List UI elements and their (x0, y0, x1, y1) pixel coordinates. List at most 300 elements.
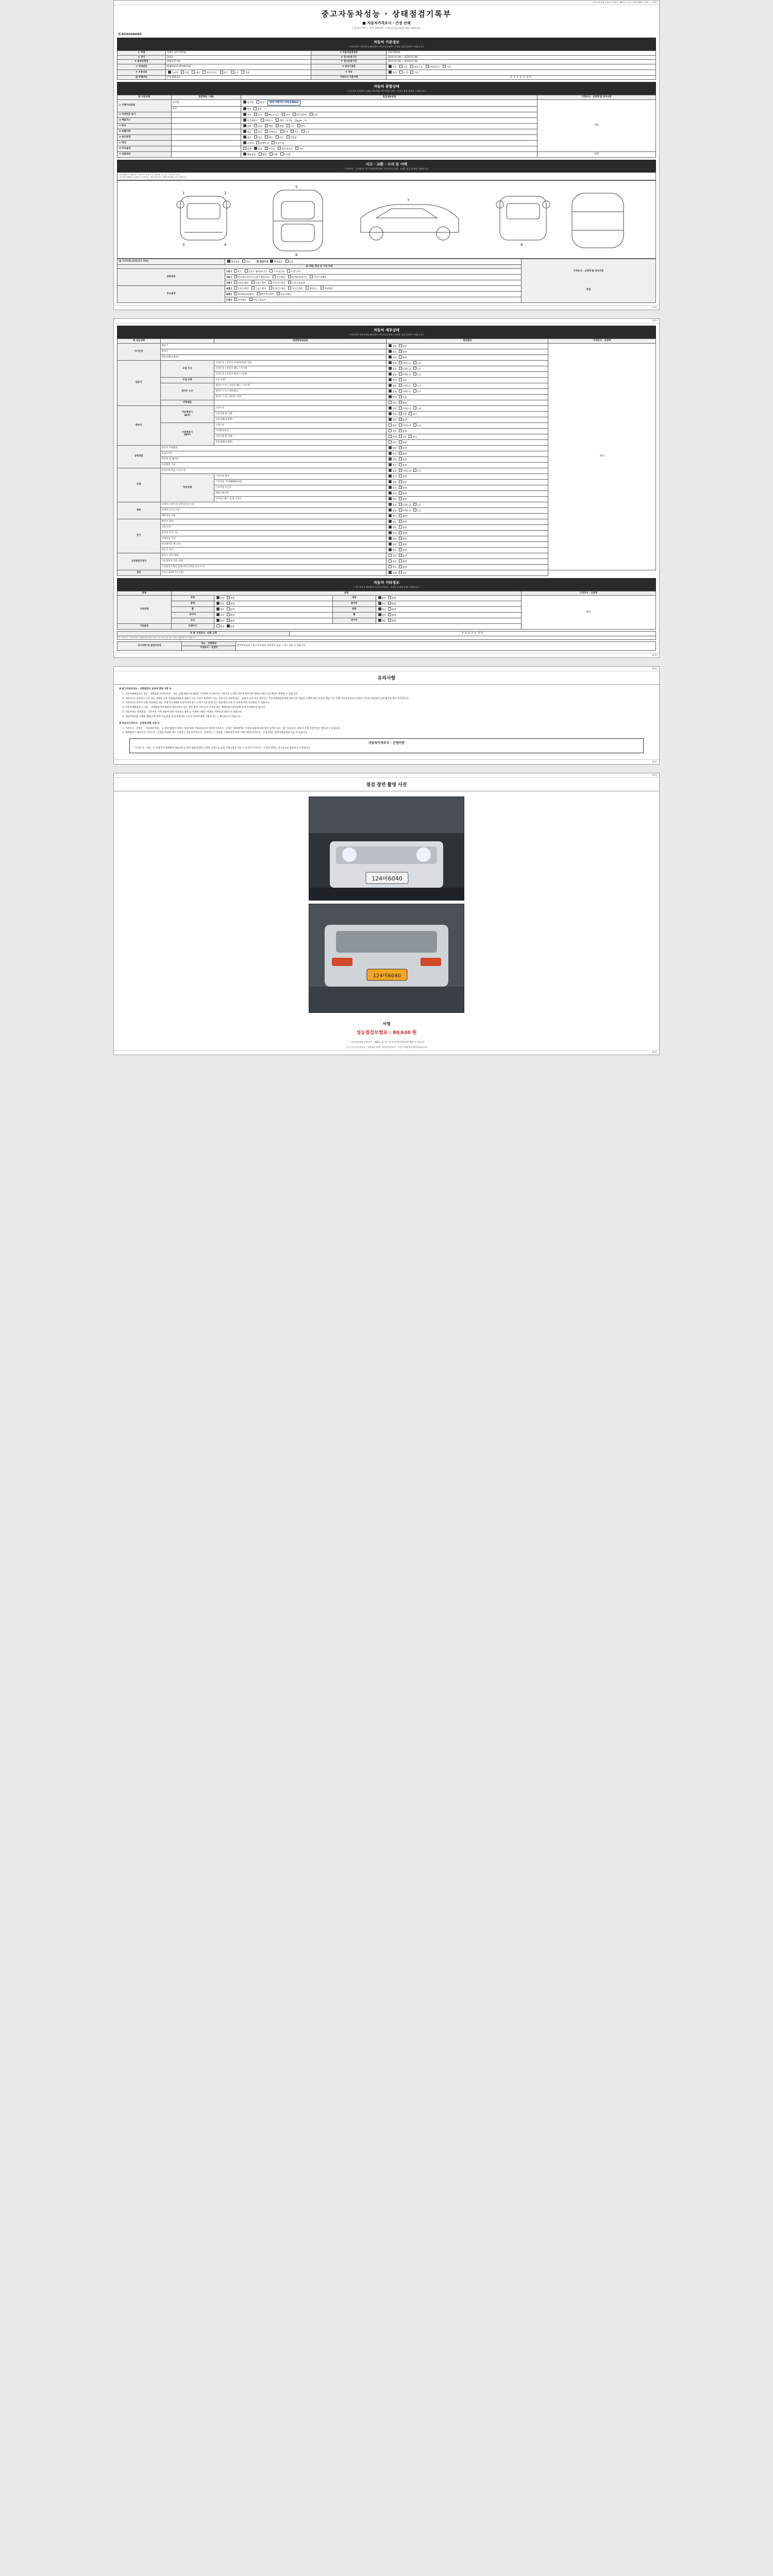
result-checks[interactable] (386, 394, 548, 400)
chk-none[interactable]: 없음 (242, 135, 251, 140)
cell-checks[interactable] (241, 99, 537, 106)
chk-inside-panel[interactable]: 인사이드패널 (267, 281, 285, 285)
chk-legal[interactable]: 적법 (264, 124, 273, 128)
chk-minor[interactable]: 미세누유 (398, 372, 411, 377)
chk-bad[interactable]: 불량 (387, 607, 396, 612)
item-mirror: 룸미러 (332, 601, 376, 607)
chk-leak[interactable]: 누유 (412, 372, 421, 377)
chk-good[interactable]: 양호 (388, 446, 396, 450)
chk-navigation[interactable]: 내비게이션 (277, 147, 292, 151)
result-checks[interactable] (376, 613, 521, 618)
chk-trunk-lid[interactable]: 트렁크리드 (286, 269, 301, 274)
chk-front-panel[interactable]: 프론트패널 (233, 281, 248, 285)
chk-bad[interactable]: 불량 (398, 537, 407, 541)
result-checks[interactable] (386, 502, 548, 507)
result-checks[interactable] (376, 607, 521, 613)
chk-minor[interactable]: 미세누유 (398, 367, 411, 371)
table-header-row (117, 339, 656, 344)
option-auto[interactable]: 자동 (388, 65, 396, 69)
chk-na[interactable]: 해당없음 (242, 152, 256, 157)
chk-none[interactable]: 해당없음 (226, 260, 240, 264)
chk-good[interactable]: 양호 (377, 602, 386, 606)
rank-row[interactable] (225, 286, 522, 292)
chk-full-repaint[interactable]: 전체도색 (255, 141, 268, 145)
chk-proper[interactable]: 적정 (388, 435, 396, 439)
chk-none[interactable]: 없음 (388, 372, 396, 377)
cell-checks[interactable] (241, 117, 537, 123)
chk-dash-panel[interactable]: 대쉬패널 (320, 286, 333, 291)
chk-minor[interactable]: 미세누수 (398, 384, 411, 388)
chk-front-panel[interactable]: 프론트패널 (233, 286, 248, 291)
chk-bad[interactable]: 불량 (398, 446, 407, 450)
result-checks[interactable] (386, 479, 548, 485)
chk-device[interactable]: 장치 (296, 124, 305, 128)
notice-body (114, 685, 659, 759)
chk-yes[interactable]: 있음 (226, 624, 234, 629)
result-checks[interactable] (386, 354, 548, 360)
chk-ok[interactable]: 양호 (242, 113, 251, 117)
group-interior-exterior: 사내상태 (117, 596, 172, 624)
chk-none[interactable]: 없음 (388, 571, 396, 575)
chk-bad[interactable]: 불량 (398, 344, 407, 348)
chk-erased[interactable]: 도말 (309, 113, 317, 117)
chk-good[interactable]: 양호 (388, 548, 396, 552)
rank-row[interactable] (225, 275, 522, 280)
chk-good[interactable]: 양호 (388, 474, 396, 479)
chk-yes[interactable]: 있음 (253, 147, 262, 151)
result-checks[interactable] (386, 513, 548, 519)
chk-bad[interactable]: 불량 (398, 355, 407, 360)
chk-lease[interactable]: 리스 (275, 135, 283, 140)
chk-minor[interactable]: 미세누유 (398, 406, 411, 411)
result-checks[interactable] (386, 473, 548, 479)
accident-checks[interactable] (225, 259, 522, 264)
chk-low[interactable]: 부족 (398, 395, 407, 399)
svg-text:1: 1 (182, 191, 185, 195)
option-etc[interactable]: 기타 (409, 71, 418, 75)
chk-structure[interactable]: 구조 (285, 124, 294, 128)
chk-sunroof[interactable]: 선루프 (264, 147, 275, 151)
chk-rear-panel[interactable]: 리어패널 (233, 298, 246, 302)
chk-bad[interactable]: 불량 (398, 560, 407, 564)
result-checks[interactable] (386, 456, 548, 462)
chk-none[interactable]: 없음 (388, 406, 396, 411)
row-head-vin: ② 차대번호 표기 (117, 112, 172, 117)
chk-good[interactable]: 양호 (388, 429, 396, 433)
chk-none[interactable]: 무채색 (242, 141, 254, 145)
chk-hood[interactable]: 후드 (233, 269, 242, 274)
rank-row[interactable] (225, 269, 522, 275)
chk-illegal[interactable]: 불법 (275, 124, 283, 128)
result-checks[interactable] (386, 547, 548, 553)
result-checks[interactable] (386, 371, 548, 377)
chk-good[interactable]: 양호 (215, 619, 224, 623)
chk-bad[interactable]: 불량 (398, 520, 407, 524)
chk-leak[interactable]: 누유 (412, 367, 421, 371)
result-checks[interactable] (386, 507, 548, 513)
color-options[interactable] (386, 70, 656, 75)
result-checks[interactable] (386, 428, 548, 434)
cell-checks[interactable] (241, 134, 537, 140)
cell-checks[interactable] (241, 112, 537, 117)
chk-changed[interactable]: 변경 (255, 100, 264, 105)
chk-good[interactable]: 양호 (215, 596, 224, 600)
chk-good[interactable]: 양호 (388, 344, 396, 348)
chk-none[interactable]: 없음 (388, 423, 396, 428)
col-performance: ⑰ 성능상태 (117, 339, 161, 344)
chk-yes[interactable]: 있음 (253, 124, 262, 128)
chk-applicable[interactable]: 해당 (258, 152, 266, 157)
option-gasoline[interactable]: 가솔린 (167, 71, 178, 75)
option-lpg[interactable]: LPG (191, 71, 200, 75)
chk-good[interactable]: 양호 (388, 554, 396, 558)
chk-good[interactable]: 양호 (388, 440, 396, 445)
chk-bad[interactable]: 불량 (398, 440, 407, 445)
chk-bad[interactable]: 불량 (226, 619, 234, 623)
chk-minor[interactable]: 미세누수 (398, 389, 411, 394)
result-checks[interactable] (386, 485, 548, 490)
chk-proper[interactable]: 적정 (388, 378, 396, 382)
item-label: 실내송풍 모터 (160, 536, 386, 541)
result-checks[interactable] (214, 618, 333, 624)
chk-bad[interactable]: 불량 (387, 602, 396, 606)
chk-bad[interactable]: 불량 (398, 543, 407, 547)
chk-leak[interactable]: 누수 (412, 389, 421, 394)
chk-minor[interactable]: 미세누유 (398, 503, 411, 507)
chk-bad[interactable]: 불량 (398, 486, 407, 490)
chk-fire[interactable]: 화재 (279, 130, 288, 134)
chk-bad[interactable]: 불량 (398, 497, 407, 501)
chk-good[interactable]: 양호 (377, 613, 386, 617)
chk-bad[interactable]: 불량 (398, 429, 407, 433)
chk-yes[interactable]: 있음 (253, 135, 262, 140)
result-checks[interactable] (386, 524, 548, 530)
chk-good[interactable]: 양호 (377, 596, 386, 600)
chk-total-loss[interactable]: 전손 (290, 130, 298, 134)
option-hybrid[interactable]: 하이브리드 (201, 71, 217, 75)
chk-good[interactable]: 양호 (242, 107, 251, 111)
chk-good[interactable]: 양호 (215, 602, 224, 606)
chk-bad[interactable]: 불량 (387, 619, 396, 623)
chk-front-fender[interactable]: 프론트 휀더(좌,우) (244, 269, 267, 274)
result-checks[interactable] (386, 519, 548, 524)
chk-bad[interactable]: 불량 (226, 596, 234, 600)
chk-good[interactable]: 양호 (388, 560, 396, 564)
option-hydrogen[interactable]: 수소 (230, 71, 239, 75)
chk-leak[interactable]: 누유 (412, 423, 421, 428)
chk-none[interactable]: 없음 (388, 469, 396, 473)
chk-wheel-house[interactable]: 휠하우스 (305, 286, 318, 291)
rank-row[interactable] (225, 292, 522, 297)
result-checks[interactable] (376, 596, 521, 601)
result-checks[interactable] (214, 613, 333, 618)
option-multi[interactable]: 유색 (398, 71, 407, 75)
chk-none[interactable]: 없음 (388, 509, 396, 513)
option-solid[interactable]: 원색 (388, 71, 396, 75)
option-other[interactable]: 기타 (442, 65, 450, 69)
result-checks[interactable] (386, 462, 548, 468)
result-checks[interactable] (386, 411, 548, 417)
chk-etc[interactable]: 기타 (294, 147, 303, 151)
chk-hc[interactable]: 탄화수소 (260, 118, 273, 123)
basic-info-band-label: 자동차 기본정보 (374, 40, 399, 44)
chk-side-member[interactable]: 사이드멤버 (287, 286, 303, 291)
chk-exist[interactable]: 있음 (241, 260, 250, 264)
chk-bad[interactable]: 불량 (398, 554, 407, 558)
chk-side-sill[interactable]: 사이드실패널 (309, 275, 326, 279)
chk-leak[interactable]: 누유 (412, 361, 421, 365)
chk-good[interactable]: 양호 (388, 492, 396, 496)
chk-partial-repaint[interactable]: 부분도색 (271, 141, 284, 145)
chk-good[interactable]: 양호 (388, 350, 396, 354)
inspection-photo-front[interactable] (309, 796, 464, 901)
chk-altered[interactable]: 변조(변경) (292, 113, 307, 117)
chk-good[interactable]: 양호 (388, 543, 396, 547)
cell-checks[interactable] (241, 140, 537, 146)
chk-rent[interactable]: 렌트 (264, 135, 273, 140)
chk-theft[interactable]: 도난 (300, 130, 309, 134)
chk-bad[interactable]: 불량 (398, 457, 407, 462)
cell-checks[interactable] (241, 151, 537, 157)
sheet-3-head: (4쪽) (114, 667, 659, 671)
result-checks[interactable] (386, 366, 548, 371)
result-checks[interactable] (386, 530, 548, 536)
mileage-value (166, 75, 311, 80)
chk-none[interactable]: 없음 (388, 361, 396, 365)
cell-checks[interactable] (241, 123, 537, 129)
chk-pillar-panel[interactable]: 필러패널(A,B,C) (233, 292, 254, 296)
chk-bad[interactable]: 불량 (398, 480, 407, 484)
rank-row[interactable] (225, 297, 522, 303)
option-manual[interactable]: 수동 (398, 65, 407, 69)
result-checks[interactable] (386, 468, 548, 473)
chk-bad[interactable]: 불량 (398, 418, 407, 422)
result-checks[interactable] (386, 383, 548, 388)
result-checks[interactable] (386, 496, 548, 502)
cell-checks[interactable] (241, 146, 537, 151)
chk-leak[interactable]: 누수 (412, 384, 421, 388)
inspection-photo-rear[interactable] (309, 904, 464, 1013)
chk-diff[interactable]: 상이 (281, 113, 290, 117)
result-checks[interactable] (214, 596, 333, 601)
chk-floor-panel[interactable]: 플로어패널 (276, 292, 291, 296)
result-checks[interactable] (386, 360, 548, 366)
result-checks[interactable] (386, 400, 548, 405)
chk-bad[interactable]: 불량 (398, 526, 407, 530)
table-row (117, 75, 656, 80)
chk-proper[interactable]: 적정 (388, 412, 396, 416)
result-checks[interactable] (214, 607, 333, 613)
subgroup-manual-trans: 수동변속기 (M/T) (160, 422, 214, 445)
chk-none[interactable]: 없음 (388, 389, 396, 394)
chk-package-tray[interactable]: 패키지트레이 (256, 292, 274, 296)
result-checks[interactable] (386, 349, 548, 354)
chk-minor[interactable]: 미세누유 (398, 469, 411, 473)
chk-good[interactable]: 양호 (388, 565, 396, 569)
chk-inside-panel[interactable]: 인사이드패널 (268, 286, 285, 291)
result-checks[interactable] (386, 343, 548, 349)
chk-good[interactable]: 양호 (388, 401, 396, 405)
result-checks[interactable] (386, 405, 548, 411)
result-checks[interactable] (214, 601, 333, 607)
chk-good[interactable]: 양호 (215, 607, 224, 612)
chk-exist2[interactable]: 있음 (284, 260, 293, 264)
chk-corrosion[interactable]: 부식 (253, 113, 262, 117)
result-checks[interactable] (386, 388, 548, 394)
transmission-options[interactable] (386, 64, 656, 70)
result-checks[interactable] (386, 536, 548, 541)
cell-subitem: 실주행 (171, 99, 241, 106)
result-checks[interactable] (386, 490, 548, 496)
chk-good[interactable]: 양호 (388, 497, 396, 501)
chk-none2[interactable]: 해당없음 (269, 260, 282, 264)
chk-damage[interactable]: 훼손(오손) (264, 113, 279, 117)
chk-bad[interactable]: 불량 (387, 596, 396, 600)
result-checks[interactable] (386, 417, 548, 422)
option-etc[interactable]: 기타 (240, 71, 249, 75)
chk-trunk-floor[interactable]: 트렁크플로어 (287, 281, 305, 285)
chk-low[interactable]: 부족 (398, 378, 407, 382)
fuel-options[interactable] (166, 70, 311, 75)
chk-smoke[interactable]: 매연 (275, 118, 283, 123)
chk-proper[interactable]: 적정 (388, 395, 396, 399)
chk-good[interactable]: 양호 (377, 607, 386, 612)
chk-trunk-floor[interactable]: 트렁크플로어 (248, 298, 266, 302)
chk-low[interactable]: 부족 (398, 412, 407, 416)
option-diesel[interactable]: 디젤 (180, 71, 189, 75)
result-checks[interactable] (376, 618, 521, 624)
chk-yes[interactable]: 있음 (253, 130, 262, 134)
chk-bad[interactable]: 불량 (398, 548, 407, 552)
list-item: 5. 자동차성능 상태점검 · 기록부의 기재 내용에 대한 이의제기 절차 등 자세한 사항은 아래의 기관에 문의하시기 바랍니다. (125, 711, 654, 715)
result-checks[interactable] (386, 377, 548, 383)
chk-good[interactable]: 양호 (377, 619, 386, 623)
chk-good[interactable]: 양호 (388, 457, 396, 462)
chk-minor[interactable]: 미세누유 (398, 361, 411, 365)
result-checks[interactable] (386, 422, 548, 428)
chk-bad[interactable]: 불량 (226, 613, 234, 617)
chk-minor[interactable]: 미세누유 (398, 509, 411, 513)
chk-good[interactable]: 양호 (388, 463, 396, 467)
photo-front-svg (309, 797, 464, 900)
chk-bad[interactable]: 불량 (398, 474, 407, 479)
chk-bad[interactable]: 불량 (226, 607, 234, 612)
chk-quarter-panel[interactable]: 쿼터패널(좌,우) (287, 275, 307, 279)
option-cvt[interactable]: 무단변속기 (425, 65, 440, 69)
chk-none[interactable]: 없음 (215, 624, 224, 629)
chk-good[interactable]: 양호 (388, 526, 396, 530)
chk-good[interactable]: 양호 (388, 480, 396, 484)
rank-row[interactable] (225, 280, 522, 286)
item-label: 브레이크 마스터 실린더오일 누유 (160, 502, 386, 507)
chk-door[interactable]: 도어(앞,뒤) (268, 269, 284, 274)
chk-good[interactable]: 양호 (388, 531, 396, 535)
chk-none[interactable]: 없음 (388, 503, 396, 507)
result-checks[interactable] (386, 541, 548, 547)
chk-radiator-support[interactable]: 라디에이터서포트(볼트체결부품) (233, 275, 270, 279)
chk-minor[interactable]: 미세누유 (398, 423, 411, 428)
chk-actual[interactable]: 실주행 (242, 100, 254, 105)
chk-good[interactable]: 양호 (388, 452, 396, 456)
result-checks[interactable] (386, 434, 548, 439)
chk-bad[interactable]: 불량 (398, 492, 407, 496)
chk-good[interactable]: 양호 (215, 613, 224, 617)
result-checks[interactable] (386, 553, 548, 558)
cell-checks[interactable] (241, 106, 537, 112)
table-row (117, 70, 656, 75)
chk-good[interactable]: 양호 (388, 520, 396, 524)
chk-good[interactable]: 양호 (388, 418, 396, 422)
chk-leak[interactable]: 누유 (412, 509, 421, 513)
car-damage-diagram[interactable] (117, 180, 656, 259)
option-ev[interactable]: 전기 (219, 71, 228, 75)
chk-co[interactable]: 일산화탄소 (242, 118, 258, 123)
chk-none[interactable]: 없음 (242, 147, 251, 151)
chk-bad[interactable]: 불량 (398, 514, 407, 518)
result-checks[interactable] (386, 564, 548, 570)
chk-cross-member[interactable]: 크로스멤버 (250, 281, 266, 285)
item-label: 타이로드엔드 및 볼 조인트 (214, 496, 386, 502)
chk-excess[interactable]: 과다 (408, 435, 416, 439)
chk-bad[interactable]: 불량 (398, 463, 407, 467)
chk-excess[interactable]: 과다 (408, 412, 416, 416)
result-checks[interactable] (386, 570, 548, 575)
chk-leak[interactable]: 누유 (412, 406, 421, 411)
result-checks[interactable] (386, 439, 548, 445)
total-table (117, 631, 656, 640)
chk-bad[interactable]: 불량 (387, 613, 396, 617)
page-subtitle: ■ 자동차가격조사 · 산정 선택 (362, 21, 411, 25)
chk-low[interactable]: 부족 (398, 435, 407, 439)
sheet-2 (113, 318, 660, 658)
chk-good[interactable]: 양호 (388, 486, 396, 490)
chk-bad[interactable]: 불량 (253, 107, 261, 111)
result-checks[interactable] (386, 451, 548, 456)
cell-label: ⑪ 주행거리 (117, 75, 166, 80)
chk-bad[interactable]: 불량 (226, 602, 234, 606)
option-semiauto[interactable]: 세미오토 (409, 65, 423, 69)
result-checks[interactable] (214, 624, 522, 630)
chk-bad[interactable]: 불량 (398, 531, 407, 535)
row-head-appraiser: 가격조사 · 산정자 (182, 646, 236, 651)
result-checks[interactable] (386, 445, 548, 451)
chk-bad[interactable]: 불량 (398, 401, 407, 405)
chk-none[interactable]: 없음 (388, 367, 396, 371)
chk-flood[interactable]: 수해침수 (264, 130, 277, 134)
chk-leak[interactable]: 누유 (412, 469, 421, 473)
chk-roof-panel[interactable]: 루프패널 (272, 275, 285, 279)
result-checks[interactable] (386, 558, 548, 564)
chk-none[interactable]: 없음 (242, 130, 251, 134)
result-checks[interactable] (376, 601, 521, 607)
chk-notdone[interactable]: 미이행 (279, 152, 291, 157)
chk-cross-member[interactable]: 크로스멤버 (250, 286, 266, 291)
chk-bad[interactable]: 불량 (398, 452, 407, 456)
chk-commercial[interactable]: 영업용 (285, 135, 297, 140)
table-header-row (117, 95, 656, 100)
chk-good[interactable]: 양호 (388, 537, 396, 541)
chk-leak[interactable]: 누유 (412, 503, 421, 507)
chk-bad[interactable]: 불량 (398, 350, 407, 354)
chk-none[interactable]: 없음 (242, 124, 251, 128)
chk-done[interactable]: 이행 (268, 152, 277, 157)
chk-yes[interactable]: 있음 (398, 571, 407, 575)
chk-good[interactable]: 양호 (388, 514, 396, 518)
chk-good[interactable]: 양호 (388, 355, 396, 360)
chk-none[interactable]: 없음 (388, 384, 396, 388)
cell-checks[interactable] (241, 129, 537, 134)
chk-bad[interactable]: 불량 (398, 565, 407, 569)
